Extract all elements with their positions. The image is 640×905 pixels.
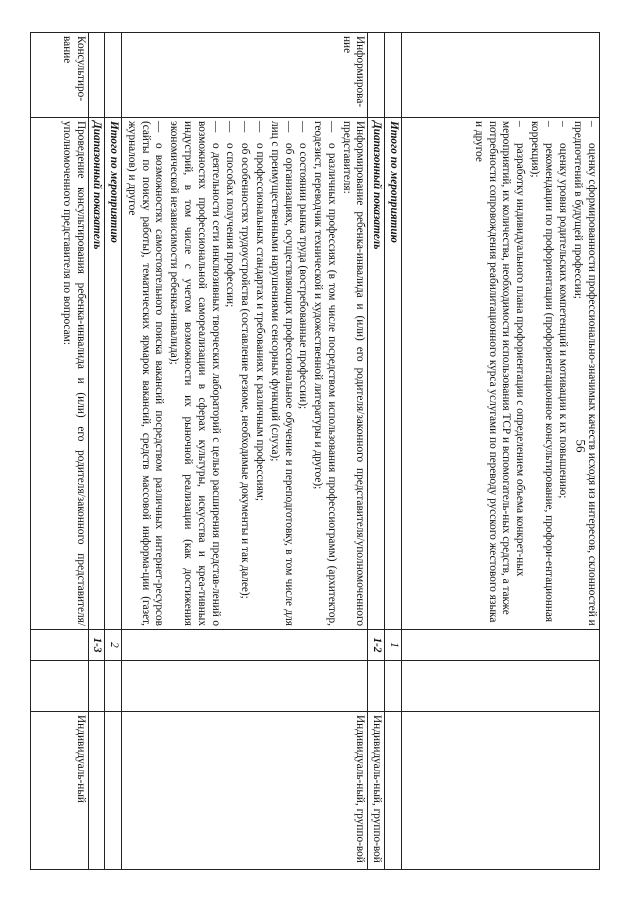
info-items-cell xyxy=(122,118,368,630)
list-item: –оценку сформированности профессионально-значимых качеств исходя из интересов, склонностей и предпочтений в будущей профессии; xyxy=(572,121,598,626)
list-item: –рекомендации по профориентации (профориентационное консультирование, профори-ентационная коррекция); xyxy=(528,121,555,623)
form-cell: Индивидуаль-ный, группо-вой xyxy=(368,712,385,870)
info-form-cell: Индивидуаль-ный, группо-вой xyxy=(122,712,368,870)
table-row xyxy=(402,33,600,870)
services-table xyxy=(30,32,600,870)
empty-cell xyxy=(105,661,122,712)
table-row xyxy=(122,33,368,870)
list-item: —об особенностях трудоустройства (составление резюме, необходимые документы и так далее); xyxy=(239,121,252,599)
top-title-cell xyxy=(402,33,600,118)
list-item: –оценку уровня родительских компетенций и мотивации к их повышению; xyxy=(557,121,570,499)
range-value: 1-3 xyxy=(88,630,105,661)
list-item: –разработку индивидуального плана профориентации с определением объема конкрет-ных мероприятий, их количества, необходимости использования ТСР и вспомогатель-ных средств, а также потребности сопровождения реабилитационного курса услугами по переводу русского жестового языка и другое xyxy=(472,121,527,623)
list-item: —о состоянии рынка труда (востребованные профессии); xyxy=(297,121,310,410)
page-number: 56 xyxy=(573,439,589,453)
consult-text: Проведение консультирования ребенка-инвалида и (или) его родителя/законного представителя/уполномоченного представителя по вопросам: xyxy=(31,118,89,630)
empty-cell xyxy=(105,712,122,870)
empty-cell xyxy=(88,661,105,712)
info-intro: Информирование ребенка-инвалида и (или) его родителя/законного представителя/уполномоченного представителя: xyxy=(340,121,367,626)
empty-cell xyxy=(88,33,105,118)
range-label: Диапазонный показатель xyxy=(368,118,385,630)
list-item: —о профессиональных стандартах и требованиях к различным профессиям; xyxy=(253,121,266,502)
list-item: —о деятельности сети инклюзивных творческих лабораторий с целью расширения представ-лений о возможностях профессиональной самореализации в сферах культуры, искусства и креа-тивных индустрий, в том числе с учетом возможности их рыночной реализации (как достижения экономической независимости ребенка-инвалида); xyxy=(168,121,222,626)
table-row xyxy=(88,33,105,870)
empty-cell xyxy=(31,661,89,712)
info-title: Информирова-ние xyxy=(122,33,368,118)
top-items-cell xyxy=(402,118,600,630)
range-value: 1-2 xyxy=(368,630,385,661)
top-form-cell xyxy=(402,712,600,870)
consult-form: Индивидуаль-ный xyxy=(31,712,89,870)
total-label: Итого по мероприятию xyxy=(385,118,402,630)
consult-title: Консультиро-вание xyxy=(31,33,89,118)
rotated-page xyxy=(30,32,600,870)
empty-cell xyxy=(105,33,122,118)
list-item: —о способах получения профессии; xyxy=(224,121,237,308)
table-row xyxy=(385,33,402,870)
empty-cell xyxy=(385,33,402,118)
top-empty-cell xyxy=(402,661,600,712)
empty-cell xyxy=(368,33,385,118)
empty-cell xyxy=(31,630,89,661)
empty-cell xyxy=(385,661,402,712)
empty-cell xyxy=(88,712,105,870)
table-row xyxy=(368,33,385,870)
list-item: —о возможностях самостоятельного поиска вакансий посредством различных интернет-ресурсов (сайты по поиску работы), тематических ярмарок вакансий, средств массовой информа-ции (газет, журналов) и другое xyxy=(125,121,166,626)
list-item: —о различных профессиях (в том числе посредством использования профессиограмм) (архитектор, геодезист, переводчик технической и художественной литературы и другое); xyxy=(312,121,338,626)
table-row xyxy=(105,33,122,870)
info-empty-cell xyxy=(122,661,368,712)
total-value: 2 xyxy=(105,630,122,661)
range-label: Диапазонный показатель xyxy=(88,118,105,630)
total-value: 1 xyxy=(385,630,402,661)
table-row xyxy=(31,33,89,870)
empty-cell xyxy=(368,661,385,712)
list-item: —об организациях, осуществляющих профессиональное обучение и переподготовку, в том числе для лиц с преимущественными нарушениями сенсорных функций (слуха); xyxy=(268,121,295,626)
top-count-cell xyxy=(402,630,600,661)
info-count-cell xyxy=(122,630,368,661)
empty-cell xyxy=(385,712,402,870)
total-label: Итого по мероприятию xyxy=(105,118,122,630)
